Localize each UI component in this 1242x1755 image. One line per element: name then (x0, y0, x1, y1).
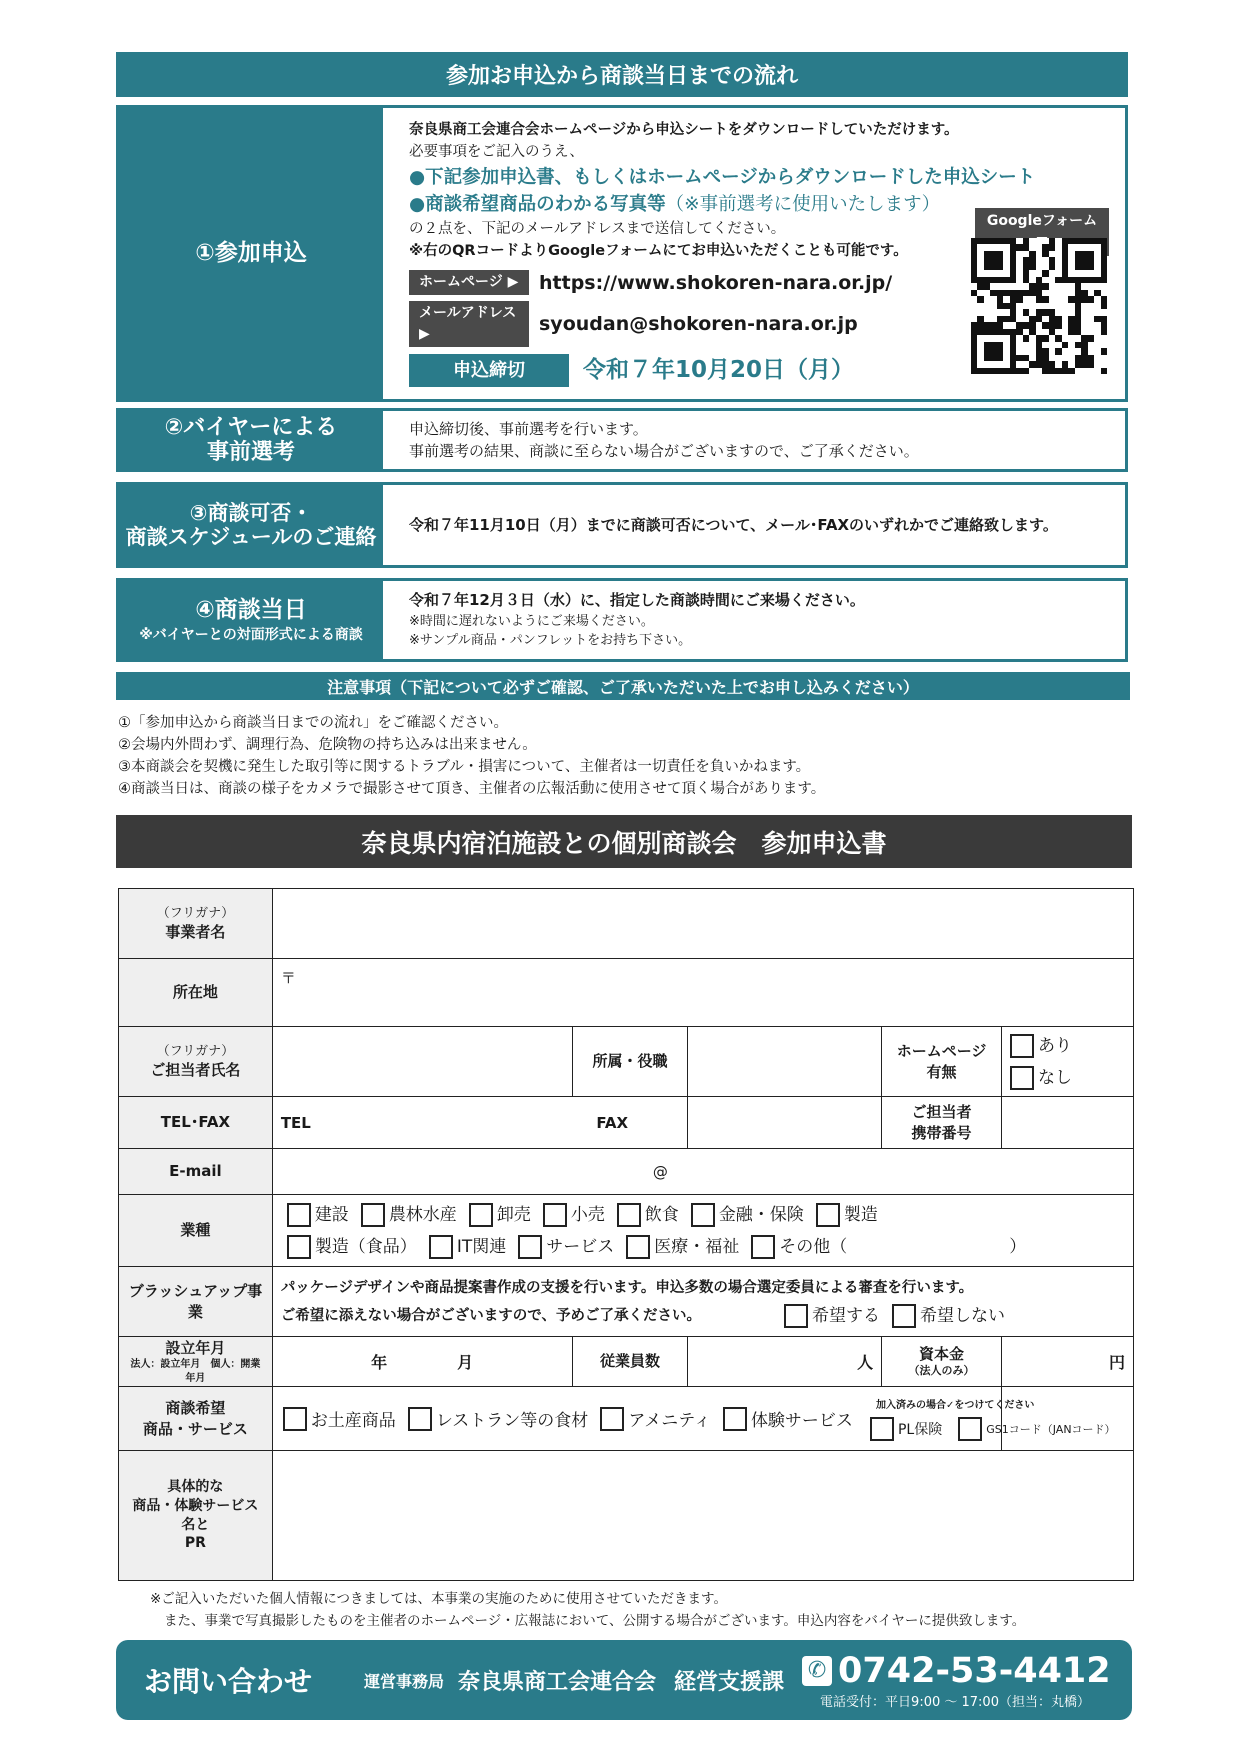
deadline-date: 令和７年10月20日（月） (583, 357, 855, 383)
email-label: E-mail (119, 1149, 273, 1195)
insured-field: 加入済みの場合✓をつけてください PL保険 GS1コード（JANコード） (1001, 1387, 1133, 1451)
industry-checkbox[interactable] (361, 1203, 385, 1227)
product-label: お土産商品 (310, 1411, 396, 1431)
brushup-label: ブラッシュアップ事業 (119, 1267, 273, 1337)
step1-item2: ●商談希望商品のわかる写真等（※事前選考に使用いたします） (409, 194, 941, 216)
industry-option[interactable] (287, 1199, 349, 1231)
step4-line2: ※時間に遅れないようにご来場ください。 (409, 613, 654, 629)
form-title: 奈良県内宿泊施設との個別商談会 参加申込書 (361, 828, 887, 858)
dept-field[interactable] (688, 1027, 882, 1097)
industry-label: 製造（食品） (314, 1237, 417, 1257)
fax-field[interactable]: FAX (688, 1097, 882, 1149)
industry-label: サービス (546, 1237, 615, 1257)
contact-org: 奈良県商工会連合会 (458, 1669, 657, 1695)
industry-other-close: ） (1009, 1236, 1027, 1257)
step4-body (383, 581, 1125, 659)
industry-option[interactable] (469, 1199, 531, 1231)
contact-dept: 経営支援課 (674, 1669, 785, 1695)
product-checkbox[interactable] (600, 1407, 624, 1431)
step3-line1: 令和７年11月10日（月）までに商談可否について、メール･FAXのいずれかでご連絡致します。 (409, 515, 1058, 534)
homepage-url[interactable]: https://www.shokoren-nara.or.jp/ (539, 271, 893, 294)
brushup-yes-checkbox[interactable] (784, 1304, 808, 1328)
brushup-yes-option[interactable]: 希望する (784, 1302, 880, 1330)
industry-checkbox[interactable] (429, 1235, 453, 1259)
industry-label: IT関連 (456, 1237, 507, 1257)
industry-label: 金融・保険 (718, 1204, 804, 1225)
industry-checkbox[interactable] (751, 1235, 775, 1259)
homepage-yes-checkbox[interactable] (1010, 1034, 1034, 1058)
notice-item: ③本商談会を契機に発生した取引等に関するトラブル・損害について、主催者は一切責任を負いかねます。 (118, 759, 811, 775)
step4-line3: ※サンプル商品・パンフレットをお持ち下さい。 (409, 633, 692, 649)
deadline-tag: 申込締切 (409, 354, 569, 387)
capital-label: 資本金 （法人のみ） (882, 1337, 1002, 1387)
step1-body (383, 108, 1125, 399)
industry-label: その他（ (779, 1237, 848, 1257)
industry-label: 建設 (314, 1204, 349, 1225)
step2-line1: 申込締切後、事前選考を行います。 (409, 419, 648, 438)
industry-option[interactable] (751, 1231, 847, 1263)
industry-option[interactable] (429, 1231, 506, 1263)
industry-option[interactable] (816, 1199, 878, 1231)
product-checkbox[interactable] (408, 1407, 432, 1431)
dept-label: 所属・役職 (572, 1027, 688, 1097)
contact-name-field[interactable] (272, 1027, 572, 1097)
pl-checkbox[interactable] (870, 1417, 894, 1441)
capital-field[interactable]: 円 (1001, 1337, 1133, 1387)
industry-label: 小売 (570, 1204, 605, 1225)
phone-hours: 電話受付：平日9:00 ～ 17:00（担当：丸橋） (820, 1694, 1090, 1710)
employees-field[interactable]: 人 (688, 1337, 882, 1387)
email-field[interactable] (272, 1149, 1133, 1195)
contact-title: お問い合わせ (144, 1665, 313, 1698)
phone-number[interactable]: 0742-53-4412 (838, 1650, 1111, 1691)
step3-label: ③商談可否・ 商談スケジュールのご連絡 (119, 485, 383, 565)
step1-line4: ※右のQRコードよりGoogleフォームにてお申込いただくことも可能です。 (409, 242, 908, 259)
contact-footer (116, 1640, 1132, 1720)
industry-option[interactable] (617, 1199, 679, 1231)
step4-line1: 令和７年12月３日（水）に、指定した商談時間にご来場ください。 (409, 591, 865, 610)
notice-list (118, 712, 1128, 800)
industry-option[interactable] (691, 1199, 804, 1231)
notice-title-bar (116, 672, 1130, 700)
product-checkbox[interactable] (283, 1407, 307, 1431)
gs1-label: GS1コード（JANコード） (986, 1423, 1116, 1436)
product-option[interactable] (600, 1406, 711, 1431)
product-option[interactable] (723, 1406, 853, 1431)
brushup-no-checkbox[interactable] (892, 1304, 916, 1328)
notice-item: ②会場内外問わず、調理行為、危険物の持ち込みは出来ません。 (118, 737, 537, 753)
industry-option[interactable] (361, 1199, 457, 1231)
step1-box (116, 105, 1128, 402)
telfax-label: TEL･FAX (119, 1097, 273, 1149)
product-option[interactable] (408, 1406, 589, 1431)
industry-option[interactable] (287, 1231, 417, 1263)
industry-checkbox[interactable] (617, 1203, 641, 1227)
step2-box (116, 408, 1128, 472)
industry-option[interactable] (518, 1231, 614, 1263)
product-option[interactable] (283, 1406, 396, 1431)
industry-row (287, 1198, 1125, 1231)
phone-icon: ✆ (802, 1656, 832, 1686)
industry-options (272, 1195, 1133, 1267)
product-label: 商談希望 商品・サービス (119, 1387, 273, 1451)
industry-label: 農林水産 (388, 1204, 457, 1225)
google-form-tag: Googleフォーム (975, 208, 1109, 256)
form-title-bar (116, 815, 1132, 868)
contact-name-label: （フリガナ） ご担当者氏名 (119, 1027, 273, 1097)
industry-checkbox[interactable] (287, 1203, 311, 1227)
step4-box (116, 578, 1128, 662)
step1-line3: の２点を、下記のメールアドレスまで送信してください。 (409, 221, 786, 237)
homepage-tag: ホームページ ▶ (409, 270, 529, 295)
established-label: 設立年月 法人：設立年月 個人：開業年月 (119, 1337, 273, 1387)
address-field[interactable] (272, 959, 1133, 1027)
google-form-qr-code[interactable] (971, 238, 1107, 374)
homepage-options (1001, 1027, 1133, 1097)
step3-body (383, 485, 1125, 565)
industry-label: 医療・福祉 (654, 1237, 740, 1257)
product-checkbox[interactable] (723, 1407, 747, 1431)
industry-checkbox[interactable] (626, 1235, 650, 1259)
homepage-label: ホームページ 有無 (882, 1027, 1002, 1097)
industry-checkbox[interactable] (469, 1203, 493, 1227)
step2-body (383, 411, 1125, 469)
homepage-no-checkbox[interactable] (1010, 1066, 1034, 1090)
step2-line2: 事前選考の結果、商談に至らない場合がございますので、ご了承ください。 (409, 442, 919, 460)
homepage-yes-option[interactable]: あり (1010, 1030, 1125, 1062)
application-form (118, 888, 1134, 1581)
established-field[interactable]: 年 月 (272, 1337, 572, 1387)
product-label: 体験サービス (750, 1411, 853, 1431)
step1-line1: 奈良県商工会連合会ホームページから申込シートをダウンロードしていただけます。 (409, 122, 959, 138)
pr-field[interactable] (272, 1451, 1133, 1581)
industry-checkbox[interactable] (287, 1235, 311, 1259)
product-label: レストラン等の食材 (435, 1411, 589, 1431)
employees-label: 従業員数 (572, 1337, 688, 1387)
pl-label: PL保険 (897, 1422, 943, 1438)
gs1-checkbox[interactable] (958, 1417, 982, 1441)
business-name-field[interactable] (272, 889, 1133, 959)
office-label: 運営事務局 (364, 1671, 445, 1691)
industry-label: 飲食 (644, 1204, 679, 1225)
brushup-no-option[interactable]: 希望しない (892, 1302, 1005, 1330)
industry-checkbox[interactable] (543, 1203, 567, 1227)
homepage-no-option[interactable]: なし (1010, 1062, 1125, 1094)
industry-checkbox[interactable] (816, 1203, 840, 1227)
industry-label: 卸売 (496, 1204, 531, 1225)
flow-title-bar (116, 52, 1128, 97)
step3-box (116, 482, 1128, 568)
product-label: アメニティ (628, 1411, 711, 1431)
industry-option[interactable] (543, 1199, 605, 1231)
step1-label: ①参加申込 (119, 108, 383, 399)
step2-label: ②バイヤーによる 事前選考 (119, 411, 383, 469)
notice-title: 注意事項（下記について必ずご確認、ご了承いただいた上でお申し込みください） (327, 677, 919, 697)
postal-mark: 〒 (280, 969, 296, 987)
mail-address[interactable]: syoudan@shokoren-nara.or.jp (539, 312, 858, 335)
mail-tag: メールアドレス ▶ (409, 301, 529, 347)
brushup-field: パッケージデザインや商品提案書作成の支援を行います。申込多数の場合選定委員による審査を行います。 ご希望に添えない場合がございますので、予めご了承ください。 希望する 希望しない (272, 1267, 1133, 1337)
business-name-label: （フリガナ） 事業者名 (119, 889, 273, 959)
pr-label: 具体的な 商品・体験サービス名と PR (119, 1451, 273, 1581)
tel-field[interactable]: TEL (272, 1097, 688, 1149)
mobile-field[interactable] (1001, 1097, 1133, 1149)
industry-row (287, 1231, 1125, 1264)
industry-option[interactable] (626, 1231, 739, 1263)
step4-label: ④商談当日 ※バイヤーとの対面形式による商談 (119, 581, 383, 659)
flow-title: 参加お申込から商談当日までの流れ (445, 64, 798, 89)
mobile-label: ご担当者 携帯番号 (882, 1097, 1002, 1149)
notice-item: ①「参加申込から商談当日までの流れ」をご確認ください。 (118, 715, 508, 731)
industry-checkbox[interactable] (691, 1203, 715, 1227)
at-mark: @ (652, 1162, 668, 1181)
privacy-note: ※ご記入いただいた個人情報につきましては、本事業の実施のために使用させていただきます。 また、事業で写真撮影したものを主催者のホームページ・広報誌において、公開する場合がございます。申込内容をバイヤーに提供致します。 (150, 1591, 1026, 1629)
industry-label: 業種 (119, 1195, 273, 1267)
industry-label: 製造 (843, 1204, 878, 1225)
industry-checkbox[interactable] (518, 1235, 542, 1259)
address-label: 所在地 (119, 959, 273, 1027)
step1-item1: ●下記参加申込書、もしくはホームページからダウンロードした申込シート (409, 166, 1036, 188)
phone-block (802, 1651, 1111, 1710)
step1-line2: 必要事項をご記入のうえ、 (409, 143, 584, 160)
notice-item: ④商談当日は、商談の様子をカメラで撮影させて頂き、主催者の広報活動に使用させて頂く場合があります。 (118, 781, 826, 797)
